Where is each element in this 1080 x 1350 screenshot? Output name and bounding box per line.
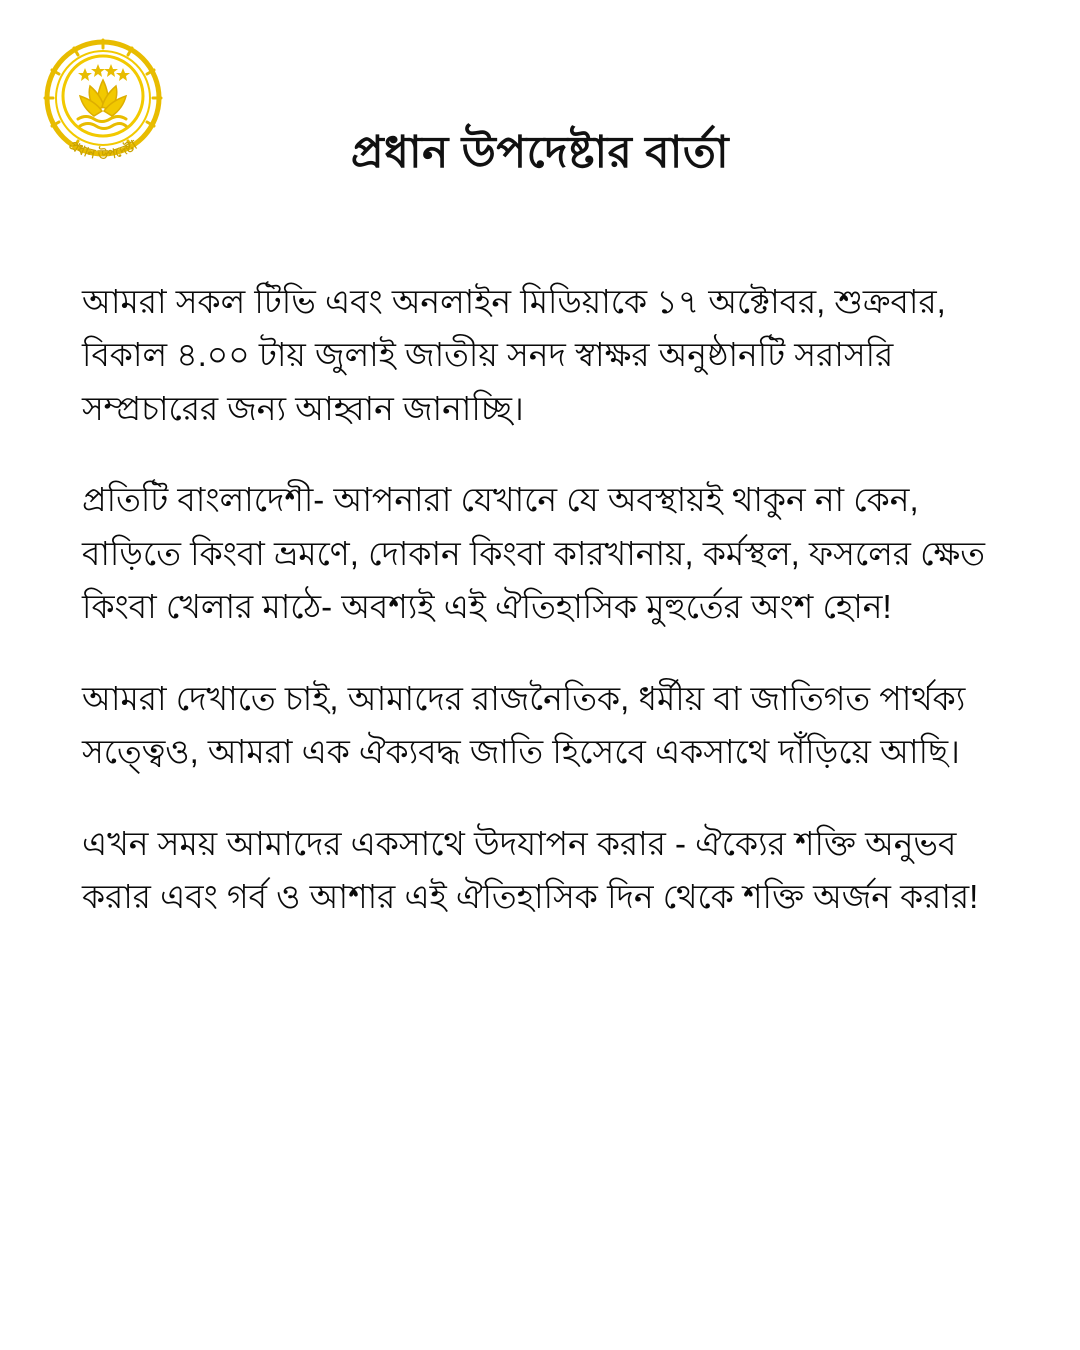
message-body xyxy=(82,275,998,924)
paragraph: এখন সময় আমাদের একসাথে উদযাপন করার - ঐক্যের শক্তি অনুভব করার এবং গর্ব ও আশার এই ঐতিহাসিক দিন থেকে শক্তি অর্জন করার! xyxy=(82,824,979,916)
page-title: প্রধান উপদেষ্টার বার্তা xyxy=(350,128,730,177)
paragraph: আমরা দেখাতে চাই, আমাদের রাজনৈতিক, ধর্মীয় বা জাতিগত পার্থক্য সত্ত্বেও, আমরা এক ঐক্যবদ্ধ জাতি হিসেবে একসাথে দাঁড়িয়ে আছি। xyxy=(82,679,975,771)
paragraph: প্রতিটি বাংলাদেশী- আপনারা যেখানে যে অবস্থায়ই থাকুন না কেন, বাড়িতে কিংবা ভ্রমণে, দোকান কিংবা কারখানায়, কর্মস্থল, ফসলের ক্ষেত কিংবা খেলার মাঠে- অবশ্যই এই ঐতিহাসিক মুহুর্তের অংশ হোন! xyxy=(82,481,995,626)
svg-text:প্রধান উপদেষ্টা: প্রধান উপদেষ্টা xyxy=(66,137,140,163)
paragraph: আমরা সকল টিভি এবং অনলাইন মিডিয়াকে ১৭ অক্টোবর, শুক্রবার, বিকাল ৪.০০ টায় জুলাই জাতীয় সনদ স্বাক্ষর অনুষ্ঠানটি সরাসরি সম্প্রচারের জন্য আহ্বান জানাচ্ছি। xyxy=(82,283,955,427)
